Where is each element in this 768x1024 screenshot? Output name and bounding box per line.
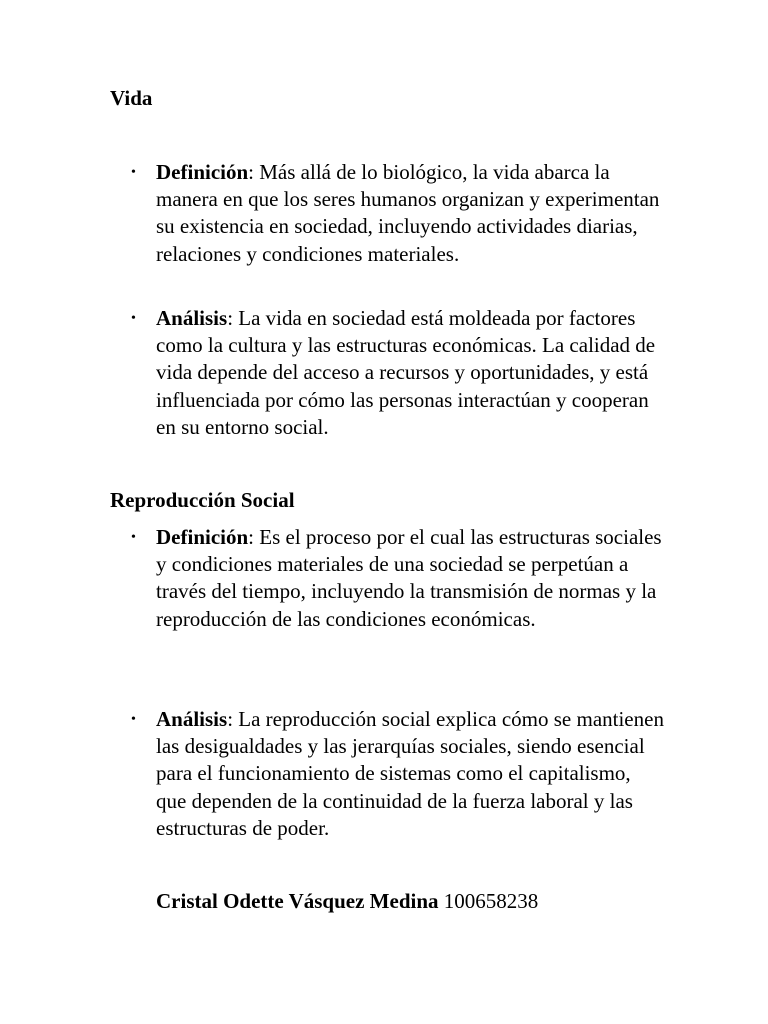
term-label: Definición [156,160,249,184]
bullet-icon: • [131,712,136,727]
bullet-icon: • [131,530,136,545]
list-item-vida-analisis [131,305,666,441]
term-label: Definición [156,525,249,549]
author-id: 100658238 [438,889,539,913]
item-text: : Más allá de lo biológico, la vida abarca la manera en que los seres humanos organizan y experimentan su existencia en sociedad, incluyendo actividades diarias, relaciones y condiciones materiales. [156,160,660,266]
term-label: Análisis [156,306,228,330]
list-item-reproduccion-definicion [131,524,666,633]
list-item-vida-definicion [131,159,666,268]
section-title-reproduccion-social: Reproducción Social [110,488,295,512]
item-text: : La reproducción social explica cómo se mantienen las desigualdades y las jerarquías sociales, siendo esencial para el funcionamiento de sistemas como el capitalismo, que dependen de la continuidad de la fuerza laboral y las estructuras de poder. [156,707,664,840]
author-name: Cristal Odette Vásquez Medina [156,889,439,913]
section-title-vida: Vida [110,86,153,110]
list-item-reproduccion-analisis [131,706,666,842]
item-text: : La vida en sociedad está moldeada por factores como la cultura y las estructuras económicas. La calidad de vida depende del acceso a recursos y oportunidades, y está influenciada por cómo las personas interactúan y cooperan en su entorno social. [156,306,656,439]
author-signature [156,888,538,915]
item-text: : Es el proceso por el cual las estructuras sociales y condiciones materiales de una sociedad se perpetúan a través del tiempo, incluyendo la transmisión de normas y la reproducción de las condiciones económicas. [156,525,662,631]
bullet-icon: • [131,165,136,180]
bullet-icon: • [131,311,136,326]
term-label: Análisis [156,707,228,731]
